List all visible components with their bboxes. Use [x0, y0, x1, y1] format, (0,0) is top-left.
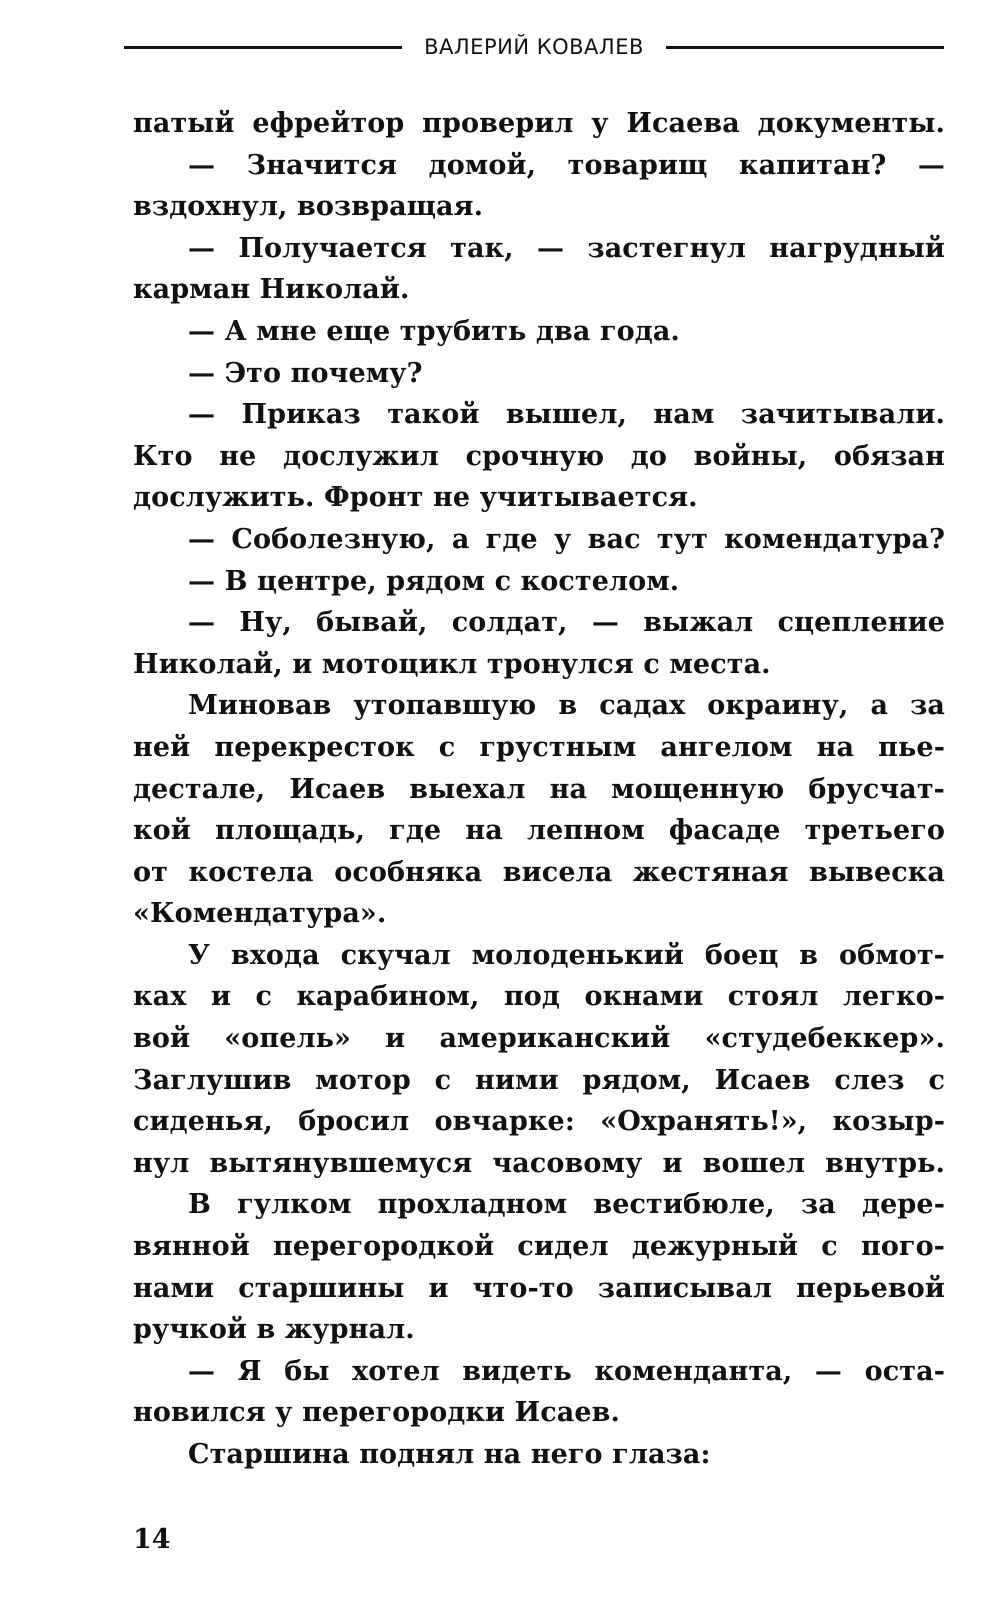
- text-line: вянной перегородкой сидел дежурный с пого-: [133, 1231, 945, 1263]
- text-line: вой «опель» и американский «студебеккер».: [133, 1023, 945, 1055]
- text-line: Миновав утопавшую в садах окраину, а за: [188, 690, 945, 722]
- text-line: Николай, и мотоцикл тронулся с места.: [133, 648, 771, 680]
- text-line: «Комендатура».: [133, 898, 387, 930]
- text-line: Старшина поднял на него глаза:: [188, 1439, 711, 1470]
- text-line: патый ефрейтор проверил у Исаева документы.: [133, 108, 945, 139]
- text-line: от костела особняка висела жестяная вывеска: [133, 856, 945, 888]
- text-line: — Это почему?: [188, 357, 423, 389]
- text-line: ней перекресток с грустным ангелом на пье-: [133, 731, 945, 763]
- text-line: В гулком прохладном вестибюле, за дере-: [188, 1189, 945, 1221]
- text-line: — В центре, рядом с костелом.: [188, 565, 680, 597]
- text-line: новился у перегородки Исаев.: [133, 1397, 621, 1429]
- text-line: дослужить. Фронт не учитывается.: [133, 482, 698, 514]
- text-line: У входа скучал молоденький боец в обмот-: [188, 939, 945, 971]
- text-line: ручкой в журнал.: [133, 1314, 415, 1346]
- header-author: ВАЛЕРИЙ КОВАЛЕВ: [424, 35, 644, 59]
- text-line: Заглушив мотор с ними рядом, Исаев слез с: [133, 1064, 945, 1096]
- text-line: нул вытянувшемуся часовому и вошел внутрь.: [133, 1147, 945, 1179]
- page-number: 14: [133, 1524, 171, 1555]
- running-header: [124, 30, 944, 64]
- text-line: — Значится домой, товарищ капитан? —: [188, 149, 945, 181]
- text-line: ках и с карабином, под окнами стоял легко-: [133, 981, 945, 1013]
- text-line: — Ну, бывай, солдат, — выжал сцепление: [188, 607, 945, 639]
- text-line: вздохнул, возвращая.: [133, 191, 484, 223]
- text-line: карман Николай.: [133, 274, 410, 306]
- header-rule-left: [124, 46, 402, 49]
- text-line: — Приказ такой вышел, нам зачитывали.: [188, 399, 945, 431]
- text-line: Кто не дослужил срочную до войны, обязан: [133, 440, 945, 472]
- text-line: — Соболезную, а где у вас тут комендатура?: [188, 523, 945, 555]
- text-line: — Я бы хотел видеть коменданта, — оста-: [188, 1355, 945, 1387]
- text-line: нами старшины и что-то записывал перьевой: [133, 1272, 945, 1304]
- body-text: [133, 103, 945, 1476]
- text-line: дестале, Исаев выехал на мощенную брусчат-: [133, 773, 945, 805]
- text-line: сиденья, бросил овчарке: «Охранять!», козыр-: [133, 1106, 945, 1138]
- text-line: — Получается так, — застегнул нагрудный: [188, 232, 945, 264]
- text-line: — А мне еще трубить два года.: [188, 315, 680, 347]
- text-line: кой площадь, где на лепном фасаде третьего: [133, 815, 945, 847]
- header-rule-right: [666, 46, 944, 49]
